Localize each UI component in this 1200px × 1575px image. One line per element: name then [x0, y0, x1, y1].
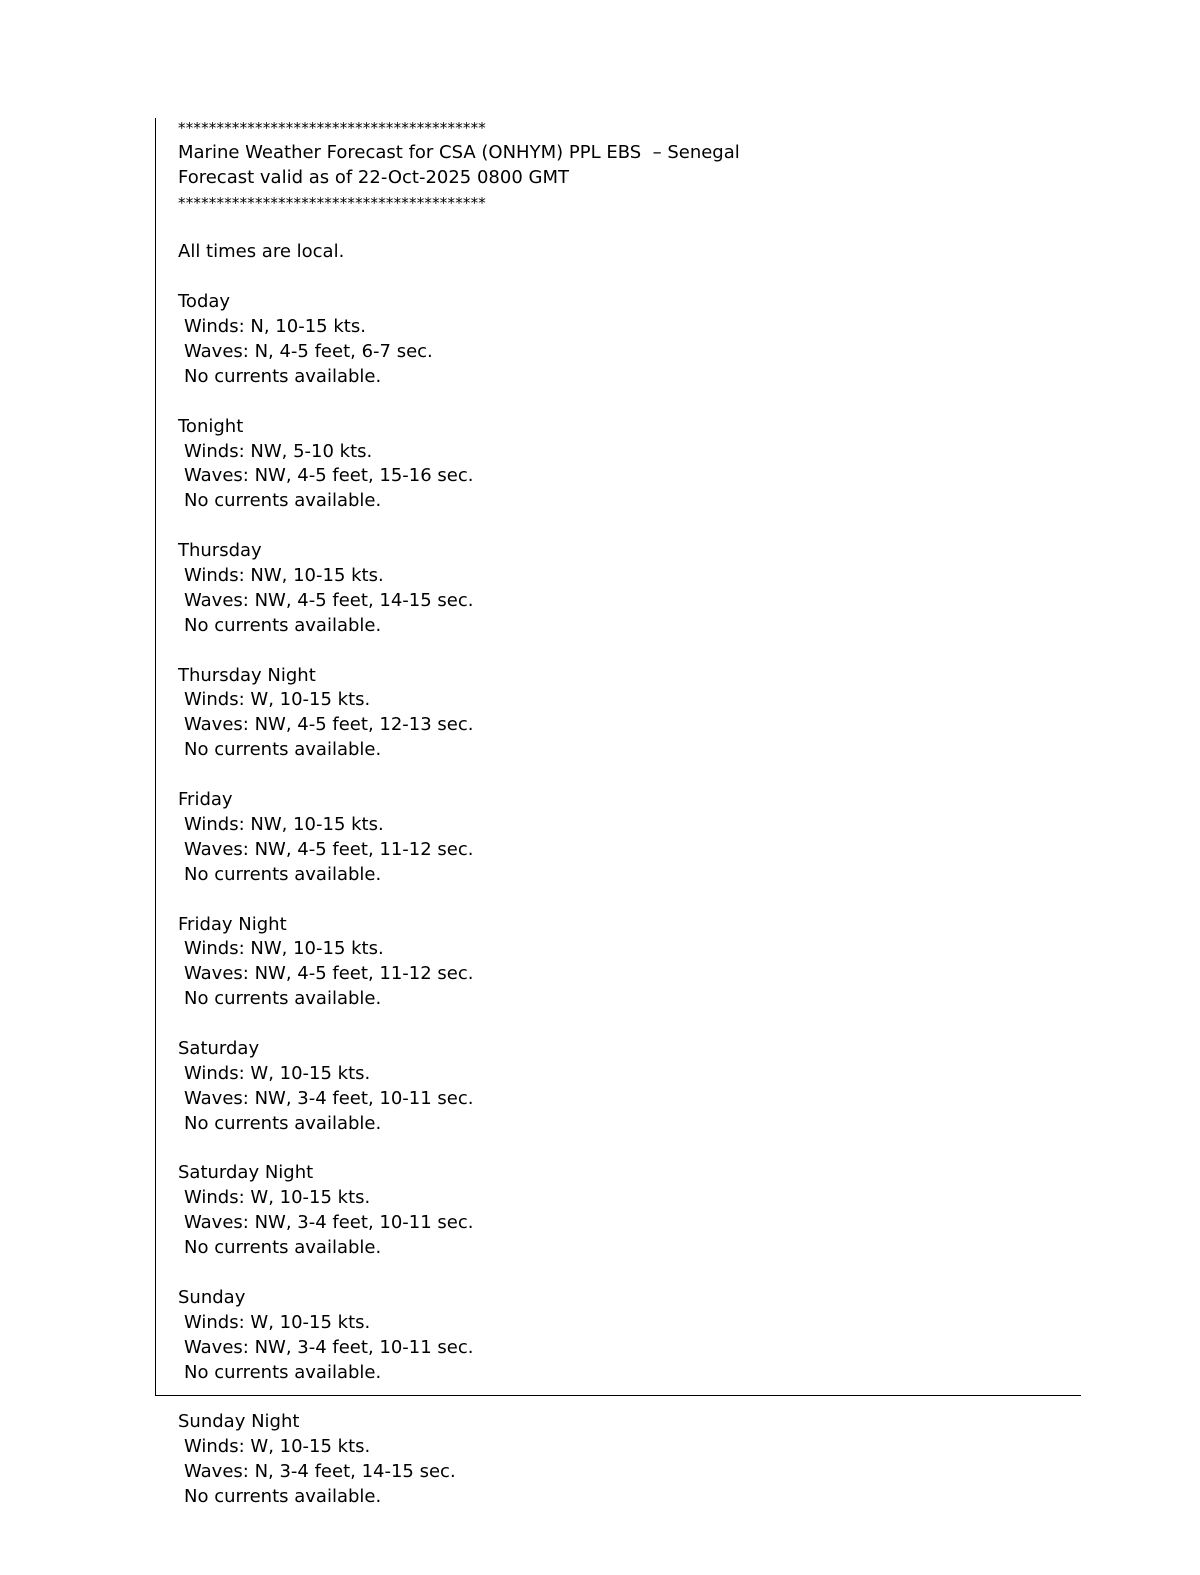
period-winds: Winds: W, 10-15 kts.	[184, 1311, 371, 1333]
forecast-period	[178, 913, 1078, 1013]
period-name: Sunday Night	[178, 1411, 300, 1433]
period-currents: No currents available.	[184, 1361, 382, 1383]
period-name: Saturday Night	[178, 1162, 314, 1184]
period-name: Tonight	[178, 415, 244, 437]
time-note: All times are local.	[178, 241, 345, 263]
forecast-period	[178, 539, 1078, 639]
period-currents: No currents available.	[184, 614, 382, 636]
forecast-period	[178, 788, 1078, 888]
period-winds: Winds: W, 10-15 kts.	[184, 1436, 371, 1458]
period-currents: No currents available.	[184, 739, 382, 761]
forecast-document	[178, 116, 1078, 1510]
period-name: Thursday	[178, 540, 262, 562]
period-waves: Waves: NW, 3-4 feet, 10-11 sec.	[184, 1212, 474, 1234]
period-name: Sunday	[178, 1286, 246, 1308]
period-waves: Waves: NW, 3-4 feet, 10-11 sec.	[184, 1336, 474, 1358]
period-currents: No currents available.	[184, 365, 382, 387]
period-waves: Waves: NW, 4-5 feet, 11-12 sec.	[184, 838, 474, 860]
period-currents: No currents available.	[184, 863, 382, 885]
header-stars-top: ****************************************	[178, 119, 486, 137]
period-waves: Waves: N, 4-5 feet, 6-7 sec.	[184, 341, 433, 363]
header-stars-bottom: ****************************************	[178, 193, 486, 212]
forecast-period	[178, 1037, 1078, 1137]
forecast-period	[178, 664, 1078, 764]
period-waves: Waves: N, 3-4 feet, 14-15 sec.	[184, 1461, 456, 1483]
period-winds: Winds: N, 10-15 kts.	[184, 316, 366, 338]
forecast-periods	[178, 290, 1078, 1510]
period-winds: Winds: W, 10-15 kts.	[184, 1062, 371, 1084]
period-name: Thursday Night	[178, 664, 316, 686]
period-currents: No currents available.	[184, 988, 382, 1010]
period-currents: No currents available.	[184, 1237, 382, 1259]
forecast-period	[178, 1161, 1078, 1261]
period-waves: Waves: NW, 4-5 feet, 11-12 sec.	[184, 963, 474, 985]
frame-left-border	[155, 118, 156, 1396]
period-winds: Winds: NW, 10-15 kts.	[184, 813, 384, 835]
period-waves: Waves: NW, 4-5 feet, 12-13 sec.	[184, 714, 474, 736]
period-waves: Waves: NW, 4-5 feet, 15-16 sec.	[184, 465, 474, 487]
period-winds: Winds: W, 10-15 kts.	[184, 689, 371, 711]
period-name: Today	[178, 291, 231, 313]
period-currents: No currents available.	[184, 1485, 382, 1507]
period-winds: Winds: W, 10-15 kts.	[184, 1187, 371, 1209]
period-currents: No currents available.	[184, 1112, 382, 1134]
forecast-valid-time: Forecast valid as of 22-Oct-2025 0800 GMT	[178, 166, 569, 188]
forecast-period	[178, 290, 1078, 390]
period-name: Friday Night	[178, 913, 287, 935]
period-winds: Winds: NW, 5-10 kts.	[184, 440, 373, 462]
forecast-period	[178, 415, 1078, 515]
period-currents: No currents available.	[184, 490, 382, 512]
period-waves: Waves: NW, 4-5 feet, 14-15 sec.	[184, 589, 474, 611]
forecast-period	[178, 1410, 1078, 1510]
forecast-title: Marine Weather Forecast for CSA (ONHYM) PPL EBS – Senegal	[178, 141, 740, 163]
period-waves: Waves: NW, 3-4 feet, 10-11 sec.	[184, 1087, 474, 1109]
period-winds: Winds: NW, 10-15 kts.	[184, 565, 384, 587]
period-winds: Winds: NW, 10-15 kts.	[184, 938, 384, 960]
period-name: Friday	[178, 789, 233, 811]
period-name: Saturday	[178, 1037, 260, 1059]
forecast-period	[178, 1286, 1078, 1386]
